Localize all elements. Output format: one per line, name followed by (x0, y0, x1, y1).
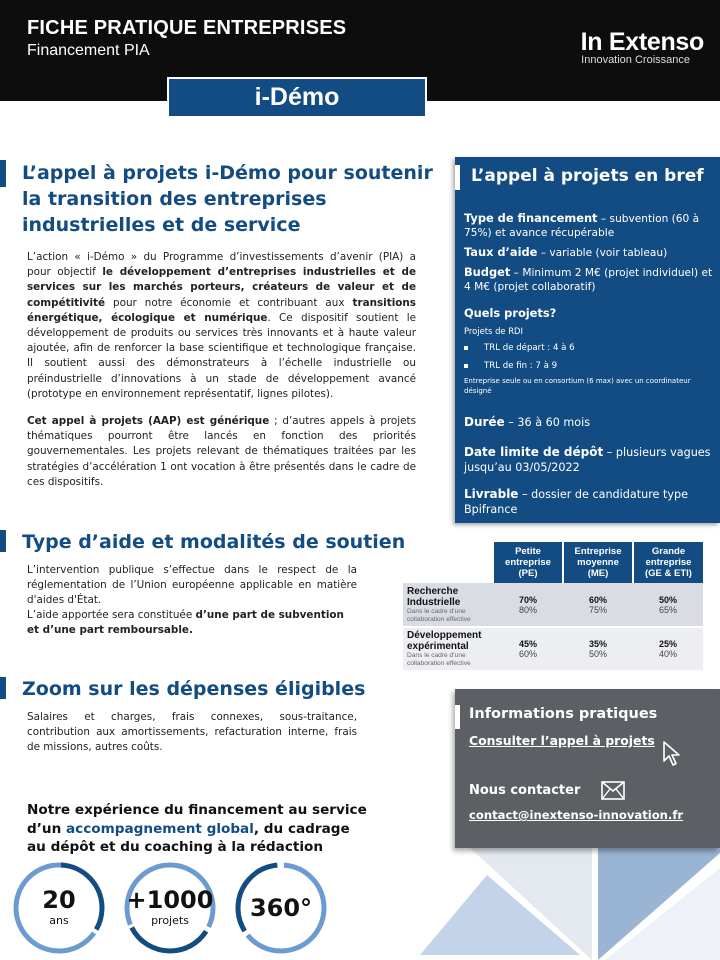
table-cell (633, 627, 703, 670)
text-run: . Ce dispositif soutient le développement de produits ou services très innovants et à haute valeur ajoutée, afin de renforcer la base scientifique et technologique française. Il soutient aussi des démonstrateurs à l’échelle industrielle ou préindustrielle d’innovations à un stade de développement avancé (prototype en environnement représentatif, lignes pilotes). (27, 311, 416, 400)
row-sublabel: Dans le cadre d’une collaboration effective (407, 652, 471, 667)
practical-info-panel (455, 689, 720, 848)
row-label: Recherche Industrielle (407, 585, 461, 608)
text-run: L’aide apportée sera constituée (27, 609, 196, 621)
table-cell (563, 627, 633, 670)
aid-rate-table (403, 542, 703, 670)
field-label: Durée (464, 415, 505, 429)
expenses-paragraph: Salaires et charges, frais connexes, sous-traitance, contribution aux amortissements, refacturation interne, frais de missions, autres coûts. (27, 711, 357, 754)
text-run: ; d’autres appels à projets thématiques pourront être lancés en fonction des priorités gouvernementales. Les projets relevant de thématiques traitées par les stratégies d’accélération 1 ont vocation à être présentés dans le cadre de ces dispositifs. (27, 415, 416, 488)
table-corner (403, 542, 493, 583)
stat-value: +1000 (126, 886, 214, 914)
generic-aap-paragraph (27, 414, 416, 490)
text-emphasis: Cet appel à projets (AAP) est générique (27, 415, 270, 427)
text-run: L’intervention publique s’effectue dans le respect de la réglementation de l’Union européenne applicable en matière d'aides d'État. (27, 564, 357, 607)
brief-deliverable (464, 487, 714, 517)
field-label: Type de financement (464, 211, 598, 225)
brief-panel (455, 157, 720, 523)
rate-value: 45% (518, 639, 537, 649)
collab-rate-value: 65% (658, 604, 677, 615)
text-emphasis: transitions énergétique, écologique et numérique (27, 296, 416, 324)
table-row (403, 583, 703, 627)
row-header (403, 627, 493, 670)
aid-composition-paragraph (27, 608, 357, 638)
page-title: L’appel à projets i-Démo pour soutenir la transition des entreprises industrielles et de service (22, 162, 433, 236)
info-accent-bar (455, 705, 460, 729)
text-run: , du cadrage au dépôt et du coaching à la rédaction (27, 820, 350, 856)
brief-aid-rate (464, 246, 714, 261)
field-value: – Minimum 2 M€ (projet individuel) et 4 M€ (projet collaboratif) (464, 267, 713, 293)
section-accent-bar (0, 677, 6, 699)
pointer-cursor-icon (662, 741, 684, 767)
text-highlight: accompagnement global (65, 820, 254, 837)
stat-years (13, 862, 105, 954)
field-value: – variable (voir tableau) (537, 247, 668, 259)
program-name: i-Démo (254, 83, 340, 111)
text-run: pour notre économie et contribuant aux (105, 296, 353, 309)
stat-label: ans (49, 914, 69, 927)
field-label: Taux d’aide (464, 245, 538, 259)
field-label: Budget (464, 265, 511, 279)
brief-title: L’appel à projets en bref (471, 166, 704, 186)
brief-consortium-note: Entreprise seule ou en consortium (6 max) avec un coordinateur désigné (464, 377, 691, 395)
contact-label: Nous contacter (469, 783, 581, 798)
collab-rate-value: 50% (588, 649, 607, 659)
stat-label: projets (151, 914, 189, 927)
table-cell (493, 583, 563, 627)
expenses-section-title: Zoom sur les dépenses éligibles (22, 678, 366, 700)
info-title: Informations pratiques (469, 706, 658, 722)
stat-value: 20 (42, 886, 76, 914)
aid-paragraph (27, 563, 357, 609)
field-label: Livrable (464, 487, 519, 501)
table-header-row (403, 542, 703, 583)
field-value: – subvention (60 à 75%) et avance récupérable (464, 213, 700, 239)
document-type-title: FICHE PRATIQUE ENTREPRISES (27, 17, 347, 39)
brief-financing-type (464, 212, 714, 240)
program-badge (167, 77, 427, 118)
intro-paragraph (27, 250, 416, 402)
experience-heading (27, 801, 367, 857)
table-row (403, 627, 703, 670)
collab-rate-value: 75% (588, 604, 607, 615)
rate-value: 35% (588, 639, 607, 649)
envelope-icon[interactable] (601, 781, 625, 800)
rate-value: 70% (518, 594, 537, 605)
aid-section-title: Type d’aide et modalités de soutien (22, 531, 406, 553)
brand-logo: In Extenso (580, 28, 704, 56)
stat-360 (235, 862, 327, 954)
brand-tagline: Innovation Croissance (581, 54, 690, 66)
column-header: Grande entreprise (GE & ETI) (633, 542, 703, 583)
consult-call-link[interactable]: Consulter l’appel à projets (469, 733, 655, 748)
brief-budget (464, 266, 714, 294)
decorative-triangles (380, 848, 720, 960)
document-subtitle: Financement PIA (27, 42, 150, 59)
rate-value: 50% (658, 594, 677, 605)
brief-accent-bar (455, 165, 460, 190)
text-run: Notre expérience du financement au service d’un (27, 802, 367, 837)
field-value: – 36 à 60 mois (504, 416, 591, 429)
table-cell (493, 627, 563, 670)
brief-bullet-item (464, 361, 557, 371)
contact-email-link[interactable]: contact@inextenso-innovation.fr (469, 808, 684, 822)
bullet-square-icon (464, 364, 468, 368)
stat-value: 360° (249, 894, 313, 922)
row-sublabel: Dans le cadre d’une collaboration effective (407, 607, 471, 623)
column-header: Petite entreprise (PE) (493, 542, 563, 583)
row-header (403, 583, 493, 627)
bullet-text: TRL de départ : 4 à 6 (484, 343, 575, 353)
collab-rate-value: 40% (658, 649, 677, 659)
section-accent-bar (0, 530, 6, 552)
collab-rate-value: 60% (518, 649, 537, 659)
collab-rate-value: 80% (518, 604, 537, 615)
brief-deadline (464, 445, 714, 475)
table-cell (633, 583, 703, 627)
field-value: – plusieurs vagues jusqu’au 03/05/2022 (464, 446, 711, 474)
brief-bullet-item (464, 343, 575, 353)
bullet-text: TRL de fin : 7 à 9 (484, 361, 558, 371)
rate-value: 25% (658, 639, 677, 649)
text-emphasis: d’une part de subvention et d’une part remboursable. (27, 609, 344, 637)
field-label: Quels projets? (464, 306, 557, 320)
text-emphasis: le développement d’entreprises industrielles et de services sur les marchés porteurs, créateurs de valeur et de compétitivité (27, 266, 417, 309)
stat-projects (124, 862, 216, 954)
section-accent-bar (0, 160, 6, 187)
brief-duration (464, 415, 714, 430)
table-cell (563, 583, 633, 627)
bullet-square-icon (464, 346, 468, 350)
text-run: L’action « i-Démo » du Programme d’investissements d’avenir (PIA) a pour objectif (27, 251, 416, 279)
column-header: Entreprise moyenne (ME) (563, 542, 633, 583)
row-label: Développement expérimental (407, 630, 482, 652)
brief-project-type: Projets de RDI (464, 326, 523, 336)
rate-value: 60% (588, 594, 607, 605)
brief-projects-heading (464, 307, 714, 322)
field-label: Date limite de dépôt (464, 445, 604, 459)
field-value: – dossier de candidature type Bpifrance (464, 488, 688, 516)
